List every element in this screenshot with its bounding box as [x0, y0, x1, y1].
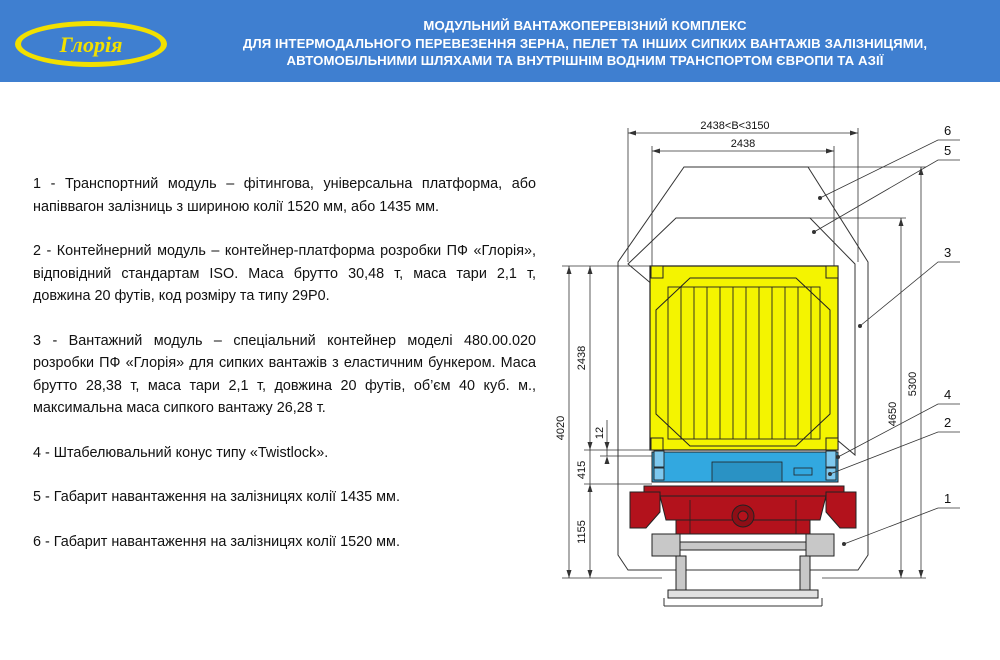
- dimension-label-2438: 2438: [576, 345, 588, 371]
- callout-number-2: 2: [944, 415, 952, 430]
- description-item-2: 2 - Контейнерний модуль – контейнер-платформа розробки ПФ «Глорія», відповідний стандартам ISO. Маса брутто 30,48 т, маса тари 2,1 т, довжина 20 футів, код розміру та типу 29P0.: [33, 243, 536, 304]
- cargo-module-hopper: [656, 278, 830, 446]
- wheelsets: [652, 534, 834, 598]
- callout-number-3: 3: [944, 245, 952, 260]
- callout-number-1: 1: [944, 491, 952, 506]
- title-line: ДЛЯ ІНТЕРМОДАЛЬНОГО ПЕРЕВЕЗЕННЯ ЗЕРНА, ПЕЛЕТ ТА ІНШИХ СИПКИХ ВАНТАЖІВ ЗАЛІЗНИЦЯМИ,: [242, 35, 928, 51]
- title-line: АВТОМОБІЛЬНИМИ ШЛЯХАМИ ТА ВНУТРІШНІМ ВОДНИМ ТРАНСПОРТОМ ЄВРОПИ ТА АЗІЇ: [286, 53, 884, 68]
- callout-leader-1: [844, 508, 960, 544]
- callout-leader-6: [820, 140, 960, 198]
- dimension-label-4020: 4020: [555, 415, 567, 441]
- description-item-1: 1 - Транспортний модуль – фітингова, універсальна платформа, або напіввагон залізниць з шириною колії 1520 мм, або 1435 мм.: [33, 176, 536, 215]
- callout-number-5: 5: [944, 143, 952, 158]
- callout-leader-3: [860, 262, 960, 326]
- dimension-label-4650: 4650: [887, 401, 899, 427]
- logo-text: Глорія: [59, 32, 123, 57]
- callout-leader-4: [838, 401, 960, 457]
- description-item-4: 4 - Штабелювальний конус типу «Twistlock».: [33, 444, 329, 461]
- dimension-label-5300: 5300: [907, 371, 919, 397]
- transport-module-bogie: [630, 486, 856, 534]
- description-item-5: 5 - Габарит навантаження на залізницях колії 1435 мм.: [33, 489, 400, 505]
- callout-number-4: 4: [944, 387, 952, 402]
- description-item-6: 6 - Габарит навантаження на залізницях колії 1520 мм.: [33, 533, 400, 550]
- callout-leader-5: [814, 160, 960, 232]
- dimension-label-415: 415: [576, 460, 588, 480]
- dimension-label-1155: 1155: [576, 520, 588, 544]
- description-item-3: 3 - Вантажний модуль – спеціальний контейнер моделі 480.00.020 розробки ПФ «Глорія» для сипких вантажів з еластичним бункером. Маса брутто 28,38 т, маса тари 2,1 т, довжина 20 футів, об’єм 40 куб. м., максимальна маса сипкого вантажу 26,28 т.: [33, 332, 536, 416]
- title-line: МОДУЛЬНИЙ ВАНТАЖОПЕРЕВІЗНИЙ КОМПЛЕКС: [423, 18, 747, 33]
- callout-number-6: 6: [944, 123, 952, 138]
- width-label: 2438: [730, 138, 756, 150]
- dimension-label-12: 12: [594, 426, 606, 440]
- callout-leader-2: [830, 432, 960, 474]
- width-range-label: 2438<B<3150: [700, 120, 770, 132]
